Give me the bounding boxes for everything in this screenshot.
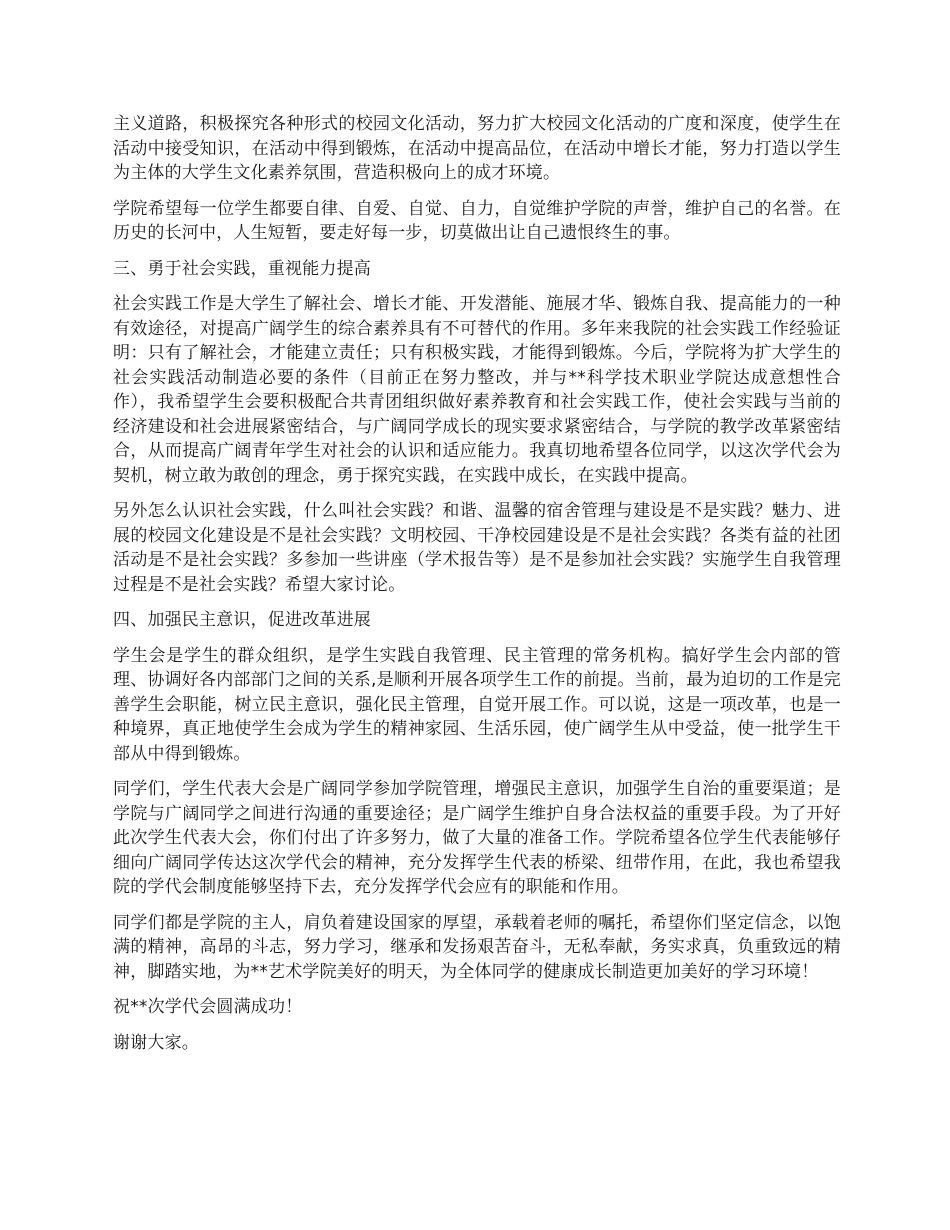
paragraph-social-practice: 社会实践工作是大学生了解社会、增长才能、开发潜能、施展才华、锻炼自我、提高能力的一种有效途径，对提高广阔学生的综合素养具有不可替代的作用。多年来我院的社会实践工作经验证明：只有了解社会，才能建立责任；只有积极实践，才能得到锻炼。今后，学院将为扩大学生的社会实践活动制造必要的条件（目前正在努力整改，并与**科学技术职业学院达成意想性合作），我希望学生会要积极配合共青团组织做好素养教育和社会实践工作，使社会实践与当前的经济建设和社会进展紧密结合，与广阔同学成长的现实要求紧密结合，与学院的教学改革紧密结合，从而提高广阔青年学生对社会的认识和适应能力。我真切地希望各位同学，以这次学代会为契机，树立敢为敢创的理念，勇于探究实践，在实践中成长，在实践中提高。 xyxy=(113,294,841,486)
section-heading-democracy: 四、加强民主意识，促进改革进展 xyxy=(113,610,371,630)
section-heading-social-practice: 三、勇于社会实践，重视能力提高 xyxy=(113,258,371,279)
paragraph-thanks: 谢谢大家。 xyxy=(113,1032,199,1053)
paragraph-wishes: 祝**次学代会圆满成功！ xyxy=(113,997,303,1017)
paragraph-representative-congress: 同学们，学生代表大会是广阔同学参加学院管理，增强民主意识，加强学生自治的重要渠道；是学院与广阔同学之间进行沟通的重要途径；是广阔学生维护自身合法权益的重要手段。为了开好此次学生代表大会，你们付出了许多努力，做了大量的准备工作。学院希望各位学生代表能够仔细向广阔同学传达这次学代会的精神，充分发挥学生代表的桥梁、纽带作用，在此，我也希望我院的学代会制度能够坚持下去，充分发挥学代会应有的职能和作用。 xyxy=(113,779,841,897)
paragraph-self-discipline: 学院希望每一位学生都要自律、自爱、自觉、自力，自觉维护学院的声誉，维护自己的名誉。在历史的长河中，人生短暂，要走好每一步，切莫做出让自己遗恨终生的事。 xyxy=(113,198,841,243)
paragraph-encouragement: 同学们都是学院的主人，肩负着建设国家的厚望，承载着老师的嘱托，希望你们坚定信念，以饱满的精神，高昂的斗志，努力学习，继承和发扬艰苦奋斗，无私奉献，务实求真，负重致远的精神，脚踏实地，为**艺术学院美好的明天，为全体同学的健康成长制造更加美好的学习环境！ xyxy=(113,912,841,982)
paragraph-student-union: 学生会是学生的群众组织，是学生实践自我管理、民主管理的常务机构。搞好学生会内部的管理、协调好各内部部门之间的关系,是顺利开展各项学生工作的前提。当前，最为迫切的工作是完善学生会职能，树立民主意识，强化民主管理，自觉开展工作。可以说，这是一项改革，也是一种境界，真正地使学生会成为学生的精神家园、生活乐园，使广阔学生从中受益，使一批学生干部从中得到锻炼。 xyxy=(113,645,842,764)
document-body xyxy=(113,112,841,1066)
paragraph-campus-culture: 主义道路，积极探究各种形式的校园文化活动，努力扩大校园文化活动的广度和深度，使学生在活动中接受知识，在活动中得到锻炼，在活动中提高品位，在活动中增长才能，努力打造以学生为主体的大学生文化素养氛围，营造积极向上的成才环境。 xyxy=(113,114,841,183)
paragraph-practice-questions: 另外怎么认识社会实践，什么叫社会实践？和谐、温馨的宿舍管理与建设是不是实践？魅力、进展的校园文化建设是不是社会实践？文明校园、干净校园建设是不是社会实践？各类有益的社团活动是不是社会实践？多参加一些讲座（学术报告等）是不是参加社会实践？实施学生自我管理过程是不是社会实践？希望大家讨论。 xyxy=(113,501,841,595)
